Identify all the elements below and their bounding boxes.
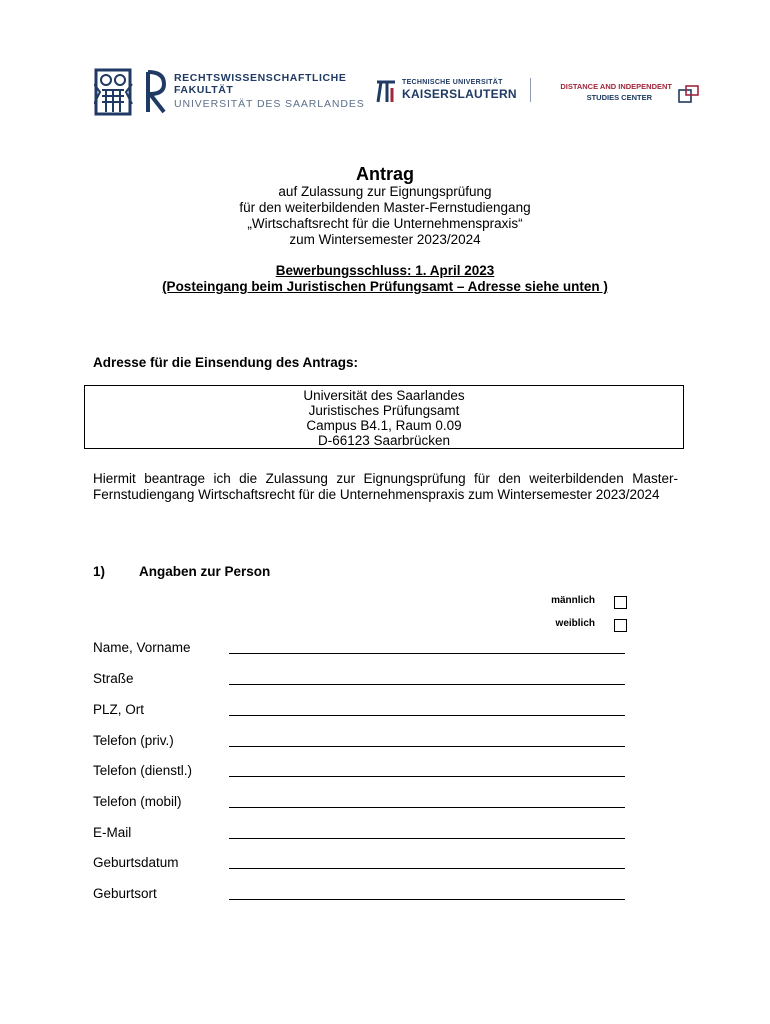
application-statement: Hiermit beantrage ich die Zulassung zur Eignungsprüfung für den weiterbildenden Master-Fernstudiengang Wirtschaftsrecht für die Unternehmenspraxis zum Wintersemester 2023/2024	[93, 471, 678, 502]
address-line: D-66123 Saarbrücken	[317, 433, 451, 448]
field-line-birthdate[interactable]	[229, 867, 625, 869]
field-label-name: Name, Vorname	[93, 640, 191, 655]
field-label-phone-mobile: Telefon (mobil)	[93, 794, 182, 809]
address-heading: Adresse für die Einsendung des Antrags:	[93, 355, 359, 370]
field-label-email: E-Mail	[93, 825, 132, 840]
field-line-zip-city[interactable]	[229, 714, 625, 716]
gender-male-label: männlich	[551, 595, 595, 606]
faculty-name-line1: RECHTSWISSENSCHAFTLICHE	[174, 72, 347, 84]
gender-male-checkbox[interactable]	[614, 596, 627, 609]
disc-name-line1: DISTANCE AND INDEPENDENT	[560, 82, 672, 91]
title-line-2: für den weiterbildenden Master-Fernstudiengang	[239, 200, 531, 215]
tu-name-line2: KAISERSLAUTERN	[402, 87, 517, 101]
faculty-name-line2: FAKULTÄT	[174, 84, 234, 96]
disc-logo	[556, 82, 706, 106]
field-line-phone-work[interactable]	[229, 775, 625, 777]
field-line-name[interactable]	[229, 652, 625, 654]
field-label-zip-city: PLZ, Ort	[93, 702, 145, 717]
gender-female-label: weiblich	[555, 618, 595, 629]
faculty-logo	[94, 64, 365, 120]
title-line-1: auf Zulassung zur Eignungsprüfung	[278, 184, 492, 199]
field-label-birthplace: Geburtsort	[93, 886, 157, 901]
tu-emblem-icon	[375, 78, 399, 104]
section-title: Angaben zur Person	[139, 564, 271, 579]
field-label-birthdate: Geburtsdatum	[93, 855, 179, 870]
field-label-street: Straße	[93, 671, 134, 686]
field-line-birthplace[interactable]	[229, 898, 625, 900]
address-line: Campus B4.1, Raum 0.09	[306, 418, 462, 433]
field-line-phone-private[interactable]	[229, 745, 625, 747]
disc-name-line2: STUDIES CENTER	[586, 93, 652, 102]
document-title: Antrag	[356, 164, 414, 184]
tu-name-line1: TECHNISCHE UNIVERSITÄT	[402, 79, 503, 86]
field-label-phone-work: Telefon (dienstl.)	[93, 763, 193, 778]
section-number: 1)	[93, 564, 106, 579]
header-divider	[530, 78, 531, 102]
field-line-phone-mobile[interactable]	[229, 806, 625, 808]
field-line-street[interactable]	[229, 683, 625, 685]
field-label-phone-private: Telefon (priv.)	[93, 733, 174, 748]
field-line-email[interactable]	[229, 837, 625, 839]
deadline: Bewerbungsschluss: 1. April 2023	[275, 263, 495, 278]
title-line-4: zum Wintersemester 2023/2024	[289, 232, 481, 247]
owl-emblem-icon	[94, 64, 170, 120]
address-line: Universität des Saarlandes	[303, 388, 465, 403]
address-box	[84, 385, 684, 449]
deadline-note: (Posteingang beim Juristischen Prüfungsamt – Adresse siehe unten )	[162, 279, 608, 294]
university-name: UNIVERSITÄT DES SAARLANDES	[174, 98, 365, 110]
tu-logo	[375, 78, 515, 104]
title-line-3: „Wirtschaftsrecht für die Unternehmenspraxis“	[247, 216, 523, 231]
disc-square-icon	[678, 85, 700, 103]
gender-female-checkbox[interactable]	[614, 619, 627, 632]
address-line: Juristisches Prüfungsamt	[308, 403, 460, 418]
